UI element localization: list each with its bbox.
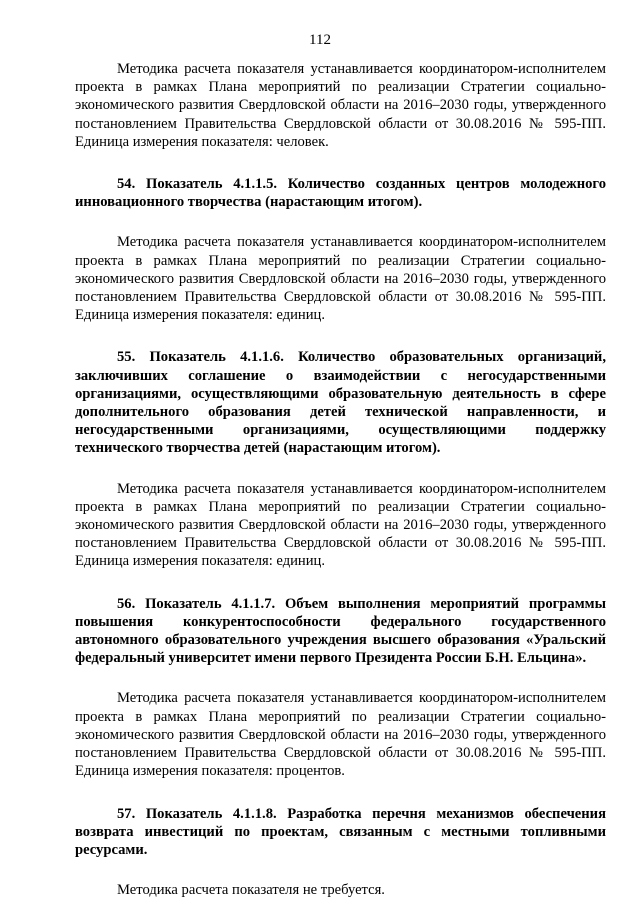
section-55-heading: 55. Показатель 4.1.1.6. Количество образовательных организаций, заключивших соглашение о взаимодействии с негосударственными организациями, осуществляющими образовательную деятельность в сфере дополнительного образования детей технической направленности, и негосударственными организациями, осуществляющими поддержку технического творчества детей (нарастающим итогом). xyxy=(75,349,606,457)
section-56-methodology: Методика расчета показателя устанавливается координатором-исполнителем проекта в рамках Плана мероприятий по реализации Стратегии социально-экономического развития Свердловской области на 2016–2030 годы, утвержденного постановлением Правительства Свердловской области от 30.08.2016 № 595-ПП. Единица измерения показателя: процентов. xyxy=(75,690,606,780)
section-56-heading: 56. Показатель 4.1.1.7. Объем выполнения мероприятий программы повышения конкурентоспособности федерального государственного автономного образовательного учреждения высшего образования «Уральский федеральный университет имени первого Президента России Б.Н. Ельцина». xyxy=(75,595,606,667)
section-57-methodology: Методика расчета показателя не требуется. xyxy=(117,882,385,899)
page-number: 112 xyxy=(309,32,331,48)
section-54-heading: 54. Показатель 4.1.1.5. Количество созданных центров молодежного инновационного творчества (нарастающим итогом). xyxy=(75,176,606,211)
section-54-methodology: Методика расчета показателя устанавливается координатором-исполнителем проекта в рамках Плана мероприятий по реализации Стратегии социально-экономического развития Свердловской области на 2016–2030 годы, утвержденного постановлением Правительства Свердловской области от 30.08.2016 № 595-ПП. Единица измерения показателя: единиц. xyxy=(75,234,606,324)
intro-methodology: Методика расчета показателя устанавливается координатором-исполнителем проекта в рамках Плана мероприятий по реализации Стратегии социально-экономического развития Свердловской области на 2016–2030 годы, утвержденного постановлением Правительства Свердловской области от 30.08.2016 № 595-ПП. Единица измерения показателя: человек. xyxy=(75,61,606,150)
section-55-methodology: Методика расчета показателя устанавливается координатором-исполнителем проекта в рамках Плана мероприятий по реализации Стратегии социально-экономического развития Свердловской области на 2016–2030 годы, утвержденного постановлением Правительства Свердловской области от 30.08.2016 № 595-ПП. Единица измерения показателя: единиц. xyxy=(75,480,606,570)
section-57-heading: 57. Показатель 4.1.1.8. Разработка перечня механизмов обеспечения возврата инвестиций по проектам, связанным с местными топливными ресурсами. xyxy=(75,805,606,858)
document-body xyxy=(75,60,606,899)
